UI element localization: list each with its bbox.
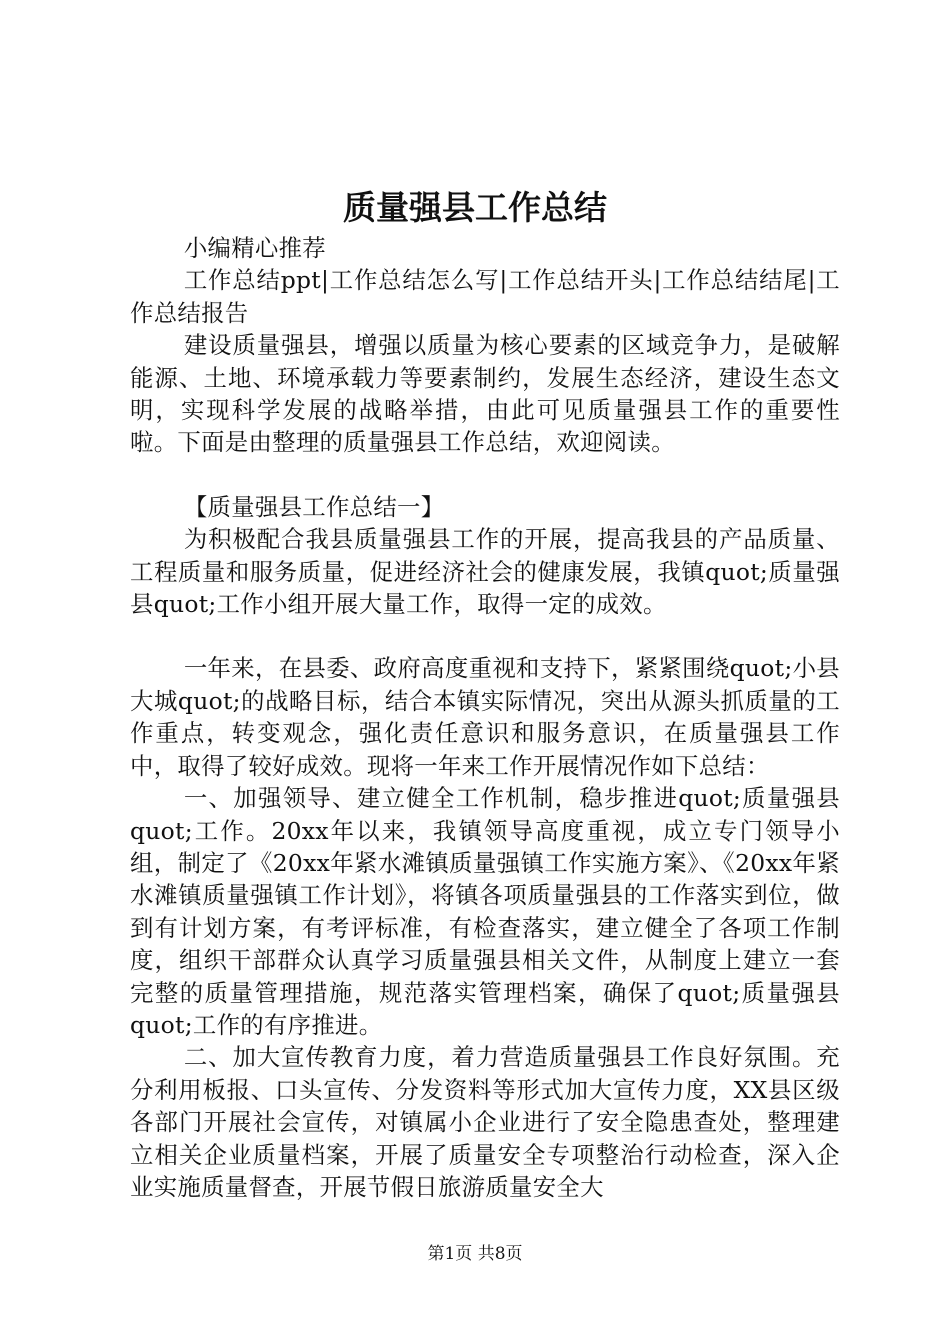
section-paragraph: 一、加强领导、建立健全工作机制，稳步推进quot;质量强县quot;工作。20xx年以来，我镇领导高度重视，成立专门领导小组，制定了《20xx年紧水滩镇质量强镇工作实施方案》、《20xx年紧水滩镇质量强镇工作计划》，将镇各项质量强县的工作落实到位，做到有计划方案，有考评标准，有检查落实，建立健全了各项工作制度，组织干部群众认真学习质量强县相关文件，从制度上建立一套完整的质量管理措施，规范落实管理档案，确保了quot;质量强县quot;工作的有序推进。 [130,784,840,1039]
section-paragraph: 一年来，在县委、政府高度重视和支持下，紧紧围绕quot;小县大城quot;的战略目标，结合本镇实际情况，突出从源头抓质量的工作重点，转变观念，强化责任意识和服务意识，在质量强县工作中，取得了较好成效。现将一年来工作开展情况作如下总结： [130,654,840,780]
document-title: 质量强县工作总结 [343,188,607,227]
related-links: 工作总结ppt|工作总结怎么写|工作总结开头|工作总结结尾|工作总结报告 [130,266,840,327]
intro-paragraph: 建设质量强县，增强以质量为核心要素的区域竞争力，是破解能源、土地、环境承载力等要素制约，发展生态经济，建设生态文明，实现科学发展的战略举措，由此可见质量强县工作的重要性啦。下面是由整理的质量强县工作总结，欢迎阅读。 [130,331,840,457]
recommend-label: 小编精心推荐 [183,234,326,262]
paragraph-gap [130,620,840,652]
section-heading: 【质量强县工作总结一】 [183,492,445,521]
paragraph-gap [130,459,840,491]
document-body [130,232,840,1203]
section-paragraph: 为积极配合我县质量强县工作的开展，提高我县的产品质量、工程质量和服务质量，促进经济社会的健康发展，我镇quot;质量强县quot;工作小组开展大量工作，取得一定的成效。 [130,525,840,619]
page-number: 第1页 共8页 [427,1244,523,1264]
section-paragraph: 二、加大宣传教育力度，着力营造质量强县工作良好氛围。充分利用板报、口头宣传、分发资料等形式加大宣传力度，XX县区级各部门开展社会宣传，对镇属小企业进行了安全隐患查处，整理建立相关企业质量档案，开展了质量安全专项整治行动检查，深入企业实施质量督查，开展节假日旅游质量安全大 [130,1043,840,1201]
